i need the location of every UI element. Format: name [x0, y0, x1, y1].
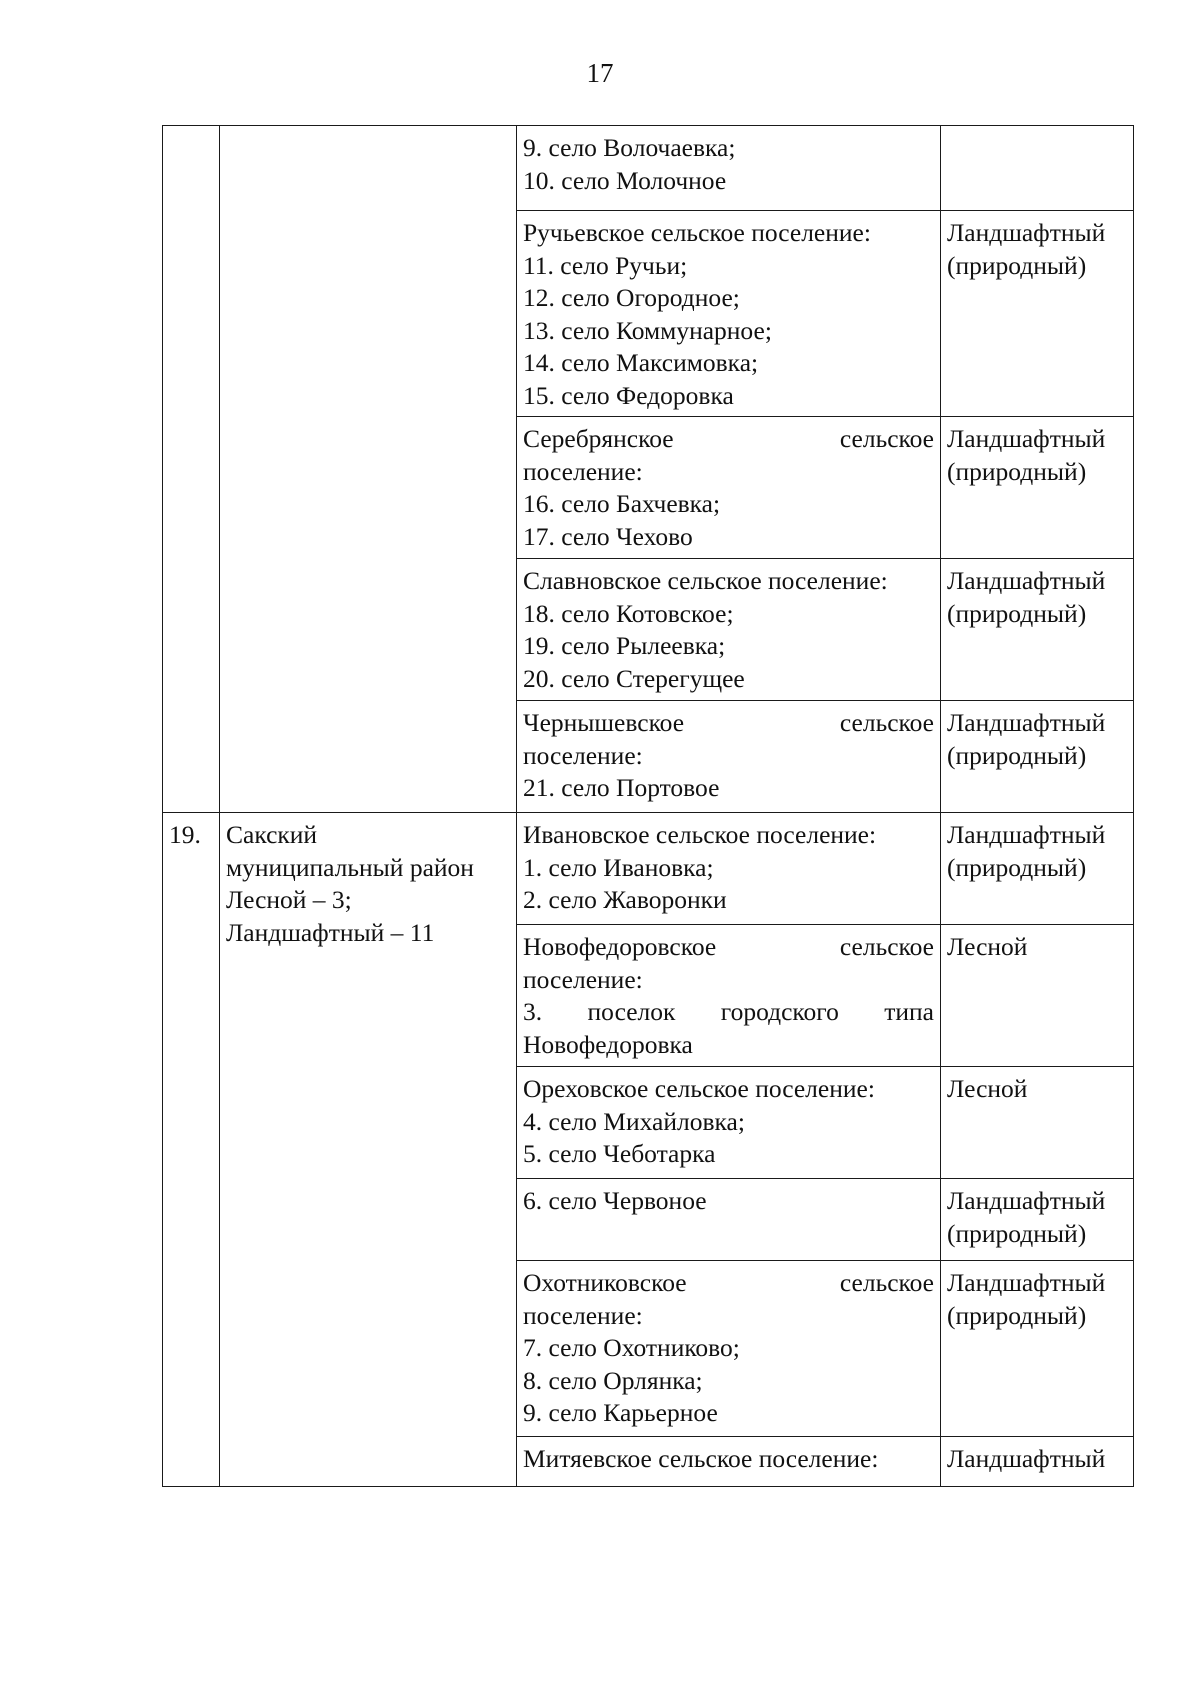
settlement-cell	[517, 211, 941, 417]
settlement-line: 12. село Огородное;	[523, 283, 740, 312]
district-line: Ландшафтный – 11	[226, 917, 435, 947]
settlement-cell	[517, 559, 941, 701]
landscape-type-line: Ландшафтный	[947, 424, 1106, 453]
landscape-type-line: (природный)	[947, 456, 1087, 486]
table-body	[163, 126, 1134, 1487]
landscape-type-line: Ландшафтный	[947, 1268, 1106, 1297]
district-cell	[220, 813, 517, 1487]
settlement-line: 8. село Орлянка;	[523, 1365, 703, 1395]
landscape-type-cell	[941, 211, 1134, 417]
settlement-line: Славновское сельское поселение:	[523, 566, 888, 595]
settlement-line: 9. село Карьерное	[523, 1398, 718, 1427]
table-row	[163, 813, 1134, 925]
settlement-line: Ручьевское сельское поселение:	[523, 218, 871, 247]
settlement-line: 5. село Чеботарка	[523, 1139, 716, 1168]
table-row	[163, 126, 1134, 211]
district-line: Лесной – 3;	[226, 885, 352, 914]
landscape-type-line: Ландшафтный	[947, 708, 1106, 737]
settlement-line: поселение:	[523, 1300, 643, 1330]
landscape-type-line: (природный)	[947, 598, 1087, 628]
settlement-line: 13. село Коммунарное;	[523, 315, 772, 345]
settlement-line: Охотниковское сельское	[523, 1268, 934, 1297]
settlement-cell	[517, 1067, 941, 1179]
settlement-line: 2. село Жаворонки	[523, 885, 727, 914]
page-number: 17	[586, 58, 614, 88]
settlement-line: 20. село Стерегущее	[523, 663, 745, 693]
settlement-line: 1. село Ивановка;	[523, 852, 714, 882]
settlement-cell	[517, 1179, 941, 1261]
landscape-type-line: Ландшафтный	[947, 1186, 1106, 1215]
settlement-line: Чернышевское сельское	[523, 708, 934, 737]
settlement-line: 6. село Червоное	[523, 1186, 707, 1215]
settlement-cell	[517, 813, 941, 925]
settlement-line: поселение:	[523, 740, 643, 770]
district-cell	[220, 126, 517, 813]
row-number-cell	[163, 813, 220, 1487]
landscape-type-cell	[941, 126, 1134, 211]
settlement-line: 7. село Охотниково;	[523, 1333, 740, 1362]
landscape-type-cell	[941, 1067, 1134, 1179]
settlement-line: 9. село Волочаевка;	[523, 133, 736, 162]
settlement-line: 15. село Федоровка	[523, 380, 734, 410]
settlement-cell	[517, 1437, 941, 1487]
settlement-cell	[517, 701, 941, 813]
landscape-type-line: (природный)	[947, 852, 1087, 882]
landscape-type-line: Лесной	[947, 932, 1028, 961]
landscape-type-cell	[941, 417, 1134, 559]
landscape-type-cell	[941, 1179, 1134, 1261]
settlement-line: 11. село Ручьи;	[523, 250, 688, 280]
settlement-line: 14. село Максимовка;	[523, 348, 759, 377]
landscape-type-cell	[941, 701, 1134, 813]
settlement-line: Ореховское сельское поселение:	[523, 1074, 875, 1103]
row-number: 19.	[169, 820, 201, 849]
settlement-line: 10. село Молочное	[523, 165, 727, 195]
landscape-type-line: Лесной	[947, 1074, 1028, 1103]
settlement-line: Новофедоровка	[523, 1029, 693, 1059]
landscape-type-line: Ландшафтный	[947, 1444, 1106, 1473]
landscape-type-line: (природный)	[947, 1218, 1087, 1248]
settlement-cell	[517, 1261, 941, 1437]
settlement-cell	[517, 925, 941, 1067]
settlement-line: поселение:	[523, 456, 643, 486]
landscape-type-cell	[941, 1437, 1134, 1487]
landscape-type-cell	[941, 1261, 1134, 1437]
landscape-type-line: Ландшафтный	[947, 566, 1106, 595]
landscape-type-line: Ландшафтный	[947, 218, 1106, 247]
settlement-line: Новофедоровское сельское	[523, 932, 934, 961]
settlement-line: 19. село Рылеевка;	[523, 631, 726, 660]
settlement-line: 21. село Портовое	[523, 773, 720, 802]
settlement-line: поселение:	[523, 964, 643, 994]
landscape-type-line: (природный)	[947, 740, 1087, 770]
landscape-type-line: Ландшафтный	[947, 820, 1106, 849]
landscape-type-line: (природный)	[947, 250, 1087, 280]
landscape-type-cell	[941, 813, 1134, 925]
settlement-cell	[517, 126, 941, 211]
landscape-type-line: (природный)	[947, 1300, 1087, 1330]
landscape-type-cell	[941, 925, 1134, 1067]
row-number-cell	[163, 126, 220, 813]
settlement-line: Митяевское сельское поселение:	[523, 1444, 879, 1473]
settlement-line: 3. поселок городского типа	[523, 997, 934, 1026]
settlements-table-frame	[162, 125, 1134, 1487]
landscape-type-cell	[941, 559, 1134, 701]
settlement-line: Серебрянское сельское	[523, 424, 934, 453]
settlement-line: Ивановское сельское поселение:	[523, 820, 877, 849]
settlement-line: 17. село Чехово	[523, 521, 693, 551]
district-line: муниципальный район	[226, 852, 474, 882]
settlements-table	[162, 125, 1134, 1487]
settlement-line: 4. село Михайловка;	[523, 1106, 745, 1136]
district-line: Сакский	[226, 820, 318, 849]
settlement-line: 16. село Бахчевка;	[523, 489, 721, 518]
settlement-cell	[517, 417, 941, 559]
settlement-line: 18. село Котовское;	[523, 598, 734, 628]
